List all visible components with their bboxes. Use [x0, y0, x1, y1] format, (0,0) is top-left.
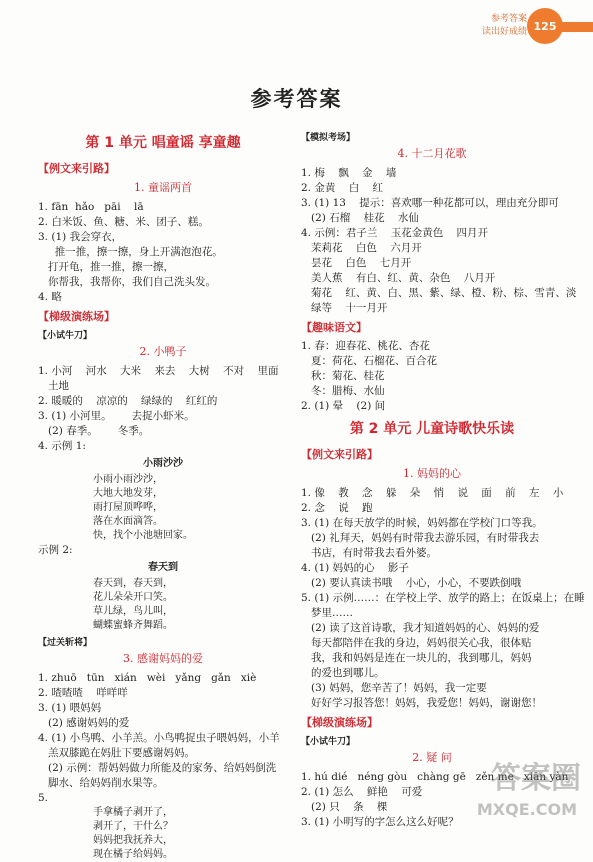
answer-line: 脚水、给妈妈削水果等。 — [38, 777, 164, 789]
answer-line: 1. 梅 飘 金 墙 — [301, 167, 397, 179]
watermark-logo: 答案圈 — [491, 761, 581, 796]
poem-line: 现在橘子给妈妈。 — [93, 849, 173, 860]
section-heading: 【例文来引路】 — [38, 162, 115, 175]
poem-title: 春天到 — [148, 562, 178, 573]
lesson-title: 1. 童谣两首 — [134, 181, 192, 194]
answer-line: (2) 春季。 冬季。 — [38, 425, 150, 437]
section-heading: 【趣味语文】 — [301, 321, 367, 334]
poem-line: 雨打屋顶哗哗， — [93, 502, 163, 513]
answer-line: 4. (1) 妈妈的心 影子 — [301, 562, 409, 574]
answer-line: 2. 金黄 白 红 — [301, 182, 384, 194]
answer-line: 2. 喳喳喳 咩咩咩 — [38, 687, 128, 699]
answer-line: 2. (1) 怎么 鲜艳 可爱 — [301, 786, 423, 798]
answer-line: 昙花 白色 七月开 — [301, 257, 412, 269]
poem-line: 草儿绿，鸟儿叫， — [93, 606, 173, 617]
answer-line: 1. 小河 河水 大米 来去 大树 不对 里面 — [38, 365, 279, 377]
section-heading: 【例文来引路】 — [301, 448, 378, 461]
answer-line: (2) 示例：帮妈妈做力所能及的家务、给妈妈倒洗 — [38, 762, 277, 774]
answer-line: 冬：腊梅、水仙 — [301, 385, 385, 397]
poem-line: 妈妈把我抚养大， — [93, 835, 173, 846]
lesson-title: 1. 妈妈的心 — [403, 467, 461, 480]
answer-block — [38, 200, 288, 305]
section-heading: 【梯级演练场】 — [38, 310, 115, 323]
answer-block — [38, 671, 288, 806]
answer-line: 4. 示例 1: — [38, 440, 86, 452]
answer-line: 5. (1) 示例……：在学校上学、放学的路上；在饭桌上；在睡 — [301, 592, 585, 604]
answer-line: 推一推，擦一擦，身上开满泡泡花。 — [38, 246, 223, 258]
poem — [38, 577, 288, 633]
answer-line: 3. (1) 小河里。 去捉小虾米。 — [38, 410, 195, 422]
answer-line: 美人蕉 有白、红、黄、杂色 八月开 — [301, 272, 496, 284]
answer-line: 菊花 红、黄、白、黑、紫、绿、橙、粉、棕、雪青、淡 — [301, 287, 577, 299]
answer-line: (2) 只 条 棵 — [301, 801, 388, 813]
watermark-url: MXQE.COM — [476, 800, 577, 819]
answer-line: 3. (1) 小明写的字怎么这么好呢？ — [301, 816, 459, 828]
answer-block — [301, 486, 585, 711]
answer-line: 绿等 十一月开 — [301, 302, 388, 314]
answer-line: 羔双膝跪在妈肚下要感谢妈妈。 — [38, 747, 196, 759]
answer-line: 梦里…… — [301, 607, 354, 619]
answer-line: 打开龟，推一推，擦一擦， — [38, 261, 175, 273]
answer-line: 1. fān hǎo pāi lā — [38, 201, 144, 213]
answer-line: 3. (1) 13 提示：喜欢哪一种花都可以，理由充分即可 — [301, 197, 559, 209]
answer-line: 示例 2: — [38, 544, 73, 556]
answer-line: 3. (1) 在每天放学的时候，妈妈都在学校门口等我。 — [301, 517, 543, 529]
answer-line: 每天都陪伴在我的身边，妈妈很关心我，很体贴 — [301, 637, 532, 649]
answer-line: 夏：荷花、石榴花、百合花 — [301, 355, 438, 367]
page-title: 参考答案 — [250, 87, 343, 111]
header-label-answers: 参考答案 — [490, 14, 527, 24]
answer-line: (2) 读了这首诗歌，我才知道妈妈的心、妈妈的爱 — [301, 622, 540, 634]
answer-line: (3) 妈妈，您辛苦了！妈妈，我一定要 — [301, 682, 487, 694]
answer-line: 书店，有时带我去看外婆。 — [301, 547, 438, 559]
answer-block — [301, 166, 577, 316]
unit-heading: 第 2 单元 儿童诗歌快乐读 — [349, 421, 515, 437]
answer-line: 3. (1) 我会穿衣， — [38, 231, 123, 243]
answer-line: 4. (1) 小鸟鸭、小羊羔。小鸟鸭捉虫子喂妈妈，小羊 — [38, 732, 280, 744]
left-column — [38, 128, 288, 862]
answer-line: 1. 春：迎春花、桃花、杏花 — [301, 340, 430, 352]
answer-line: 1. hú dié néng gòu chàng gē zěn me xiān yàn — [301, 771, 569, 783]
subsection-heading: 【过关斩将】 — [38, 638, 93, 648]
answer-line: 土地 — [38, 380, 70, 392]
page-number: 125 — [527, 8, 563, 44]
answer-line: 2. 念 说 跑 — [301, 502, 373, 514]
lesson-title: 2. 小鸭子 — [139, 345, 187, 358]
answer-block — [38, 364, 288, 454]
poem-line: 剥开了，干什么？ — [93, 821, 173, 832]
poem-line: 花儿朵朵开口笑。 — [93, 592, 173, 603]
lesson-title: 4. 十二月花歌 — [397, 147, 467, 160]
poem-title: 小雨沙沙 — [143, 458, 183, 469]
unit-heading: 第 1 单元 唱童谣 享童趣 — [85, 135, 241, 151]
lesson-title: 3. 感谢妈妈的爱 — [123, 652, 203, 665]
answer-line: 1. zhuō tūn xián wèi yǎng gǎn xiè — [38, 672, 257, 684]
answer-line: 的爱也到哪儿。 — [301, 667, 385, 679]
answer-line: 我，我和妈妈是连在一块儿的，我到哪儿，妈妈 — [301, 652, 532, 664]
answer-line: 你帮我，我帮你，我们自己洗头发。 — [38, 276, 217, 288]
page-header — [393, 8, 593, 48]
lesson-title: 2. 疑 问 — [412, 751, 452, 764]
subsection-heading: 【小试牛刀】 — [301, 737, 356, 747]
header-label-slogan: 读出好成绩 — [481, 27, 527, 37]
poem-line: 春天到，春天到， — [93, 578, 173, 589]
answer-block — [301, 339, 563, 414]
section-heading: 【梯级演练场】 — [301, 716, 378, 729]
poem-line: 落在水面滴答。 — [93, 516, 163, 527]
subsection-heading: 【模拟考场】 — [301, 133, 356, 143]
poem — [38, 806, 288, 862]
answer-line: 2. 暖暖的 凉凉的 绿绿的 红红的 — [38, 395, 218, 407]
answer-line: (2) 感谢妈妈的爱 — [38, 717, 130, 729]
answer-line: 2. (1) 晕 (2) 间 — [301, 400, 386, 412]
answer-line: 好好学习报答您！妈妈，我爱您！妈妈，谢谢您！ — [301, 697, 543, 709]
answer-line: 5. — [38, 792, 49, 804]
poem-line: 大地大地发芽， — [93, 488, 163, 499]
answer-line: (2) 要认真读书哦 小心，小心，不要跌倒哦 — [301, 577, 522, 589]
right-column — [301, 128, 585, 830]
answer-line: (2) 礼拜天，妈妈有时带我去游乐园，有时带我去 — [301, 532, 540, 544]
answer-line: 茉莉花 白色 六月开 — [301, 242, 422, 254]
answer-line: (2) 石榴 桂花 水仙 — [301, 212, 419, 224]
answer-line: 4. 略 — [38, 291, 62, 303]
answer-line: 秋：菊花、桂花 — [301, 370, 385, 382]
answer-line: 4. 示例：君子兰 玉花金黄色 四月开 — [301, 227, 489, 239]
poem-line: 快，找个小池塘回家。 — [93, 530, 193, 541]
answer-line: 2. 白米饭、鱼、糖、米、团子、糕。 — [38, 216, 209, 228]
poem-line: 手拿橘子剥开了， — [93, 807, 173, 818]
poem — [38, 473, 288, 543]
poem-line: 小雨小雨沙沙， — [93, 474, 163, 485]
poem-line: 蝴蝶蜜蜂齐舞蹈。 — [93, 620, 173, 631]
answer-line: 3. (1) 喂妈妈 — [38, 702, 102, 714]
answer-line: 1. 像 教 念 躲 朵 悄 说 面 前 左 小 — [301, 487, 564, 499]
subsection-heading: 【小试牛刀】 — [38, 331, 93, 341]
